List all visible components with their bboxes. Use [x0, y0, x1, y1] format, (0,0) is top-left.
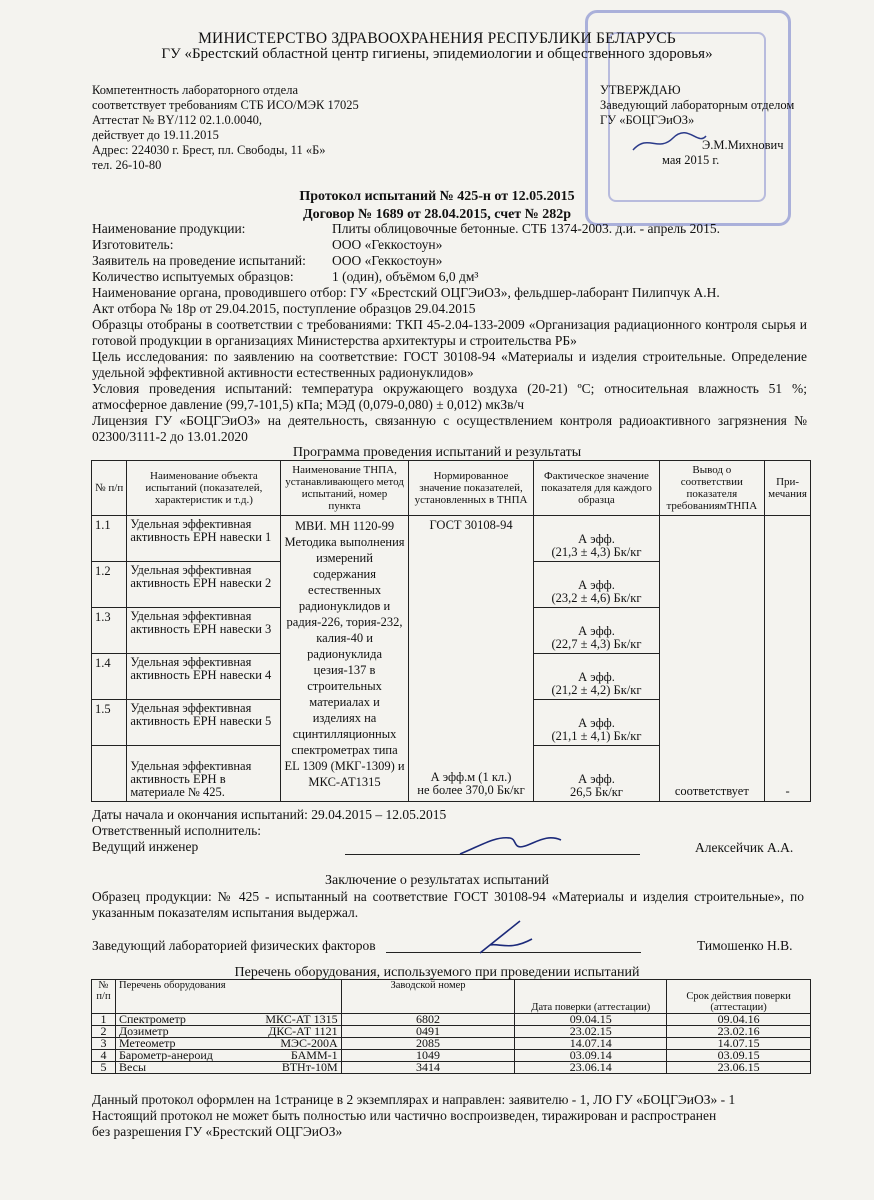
- actual-symbol: А эфф.: [578, 670, 615, 684]
- approval-signature: [628, 128, 708, 158]
- count-row: [92, 269, 479, 285]
- actual-symbol: А эфф.: [578, 578, 615, 592]
- table-row: [92, 1026, 811, 1038]
- responsible-label: Ответственный исполнитель:: [92, 823, 262, 838]
- approval-name: Э.М.Михнович: [702, 138, 784, 152]
- eq-name: Спектрометр: [118, 1012, 186, 1026]
- engineer-signature: [455, 826, 565, 860]
- eq-col-name: Перечень оборудования: [115, 980, 341, 1014]
- product-value: Плиты облицовочные бетонные. СТБ 1374-2003. д.и. - апрель 2015.: [332, 221, 720, 236]
- maker-label: Изготовитель:: [92, 237, 174, 252]
- sampler-row: Наименование органа, проводившего отбор: ГУ «Брестский ОЦГЭиОЗ», фельдшер-лаборант Пилипчук А.Н.: [92, 285, 720, 300]
- protocol-number: Протокол испытаний № 425-н от 12.05.2015: [299, 189, 575, 204]
- engineer-name: Алексейчик А.А.: [695, 840, 794, 855]
- norm-value: не более 370,0 Бк/кг: [417, 783, 525, 797]
- engineer-label: Ведущий инженер: [92, 839, 199, 854]
- approval-line: ГУ «БОЦГЭиОЗ»: [600, 113, 695, 127]
- norm-document: ГОСТ 30108-94: [429, 518, 513, 532]
- eq-serial: 2085: [341, 1038, 515, 1050]
- conclusion-title: Заключение о результатах испытаний: [325, 873, 549, 888]
- eq-model: МЭС-200А: [280, 1036, 338, 1050]
- actual-symbol: А эфф.: [578, 772, 615, 786]
- eq-name: Дозиметр: [118, 1024, 169, 1038]
- eq-name: Метеометр: [118, 1036, 176, 1050]
- test-dates: Даты начала и окончания испытаний: 29.04.2015 – 12.05.2015: [92, 807, 447, 822]
- table-row: [92, 1062, 811, 1074]
- norm-limit: [409, 771, 534, 797]
- row-num: 1.5: [92, 700, 127, 746]
- results-table-title: Программа проведения испытаний и результаты: [292, 445, 582, 460]
- eq-check: 03.09.14: [515, 1050, 667, 1062]
- eq-col-serial: Заводской номер: [341, 980, 515, 1014]
- eq-num: 2: [92, 1026, 116, 1038]
- row-num: [92, 746, 127, 802]
- eq-num: 3: [92, 1038, 116, 1050]
- applicant-value: ООО «Геккостоун»: [332, 253, 443, 268]
- eq-check: 23.06.14: [515, 1062, 667, 1074]
- row-object: Удельная эффективная активность ЕРН в материале № 425.: [127, 746, 281, 802]
- row-object: Удельная эффективная активность ЕРН навески 1: [127, 516, 281, 562]
- eq-num: 1: [92, 1014, 116, 1026]
- row-num: 1.4: [92, 654, 127, 700]
- lab-line: соответствует требованиям СТБ ИСО/МЭК 17025: [92, 98, 359, 112]
- eq-model: БАММ-1: [290, 1048, 338, 1062]
- conditions-paragraph: Условия проведения испытаний: температура окружающего воздуха (20-21) ºС; относительная влажность 51 %; атмосферное давление (99,7-101,5) кПа; МЭД (0,079-0,080) ± 0,012) мкЗв/ч: [92, 381, 807, 412]
- method-cell: МВИ. МН 1120-99 Методика выполнения измерений содержания естественных радионуклидов и радия-226, тория-232, калия-40 и радионуклида цезия-137 в строительных материалах и изделиях на сцинтилляционных спектрометрах типа EL 1309 (МКГ-1309) и МКС-АТ1315: [281, 516, 408, 802]
- count-value: 1 (один), объёмом 6,0 дм³: [332, 269, 479, 284]
- purpose-paragraph: Цель исследования: по заявлению на соответствие: ГОСТ 30108-94 «Материалы и изделия строительные. Определение удельной эффективной активности естественных радионуклидов»: [92, 349, 807, 380]
- eq-serial: 3414: [341, 1062, 515, 1074]
- col-method: Наименование ТНПА, устанавливающего метод испытаний, номер пункта: [281, 461, 408, 516]
- eq-check: 23.02.15: [515, 1026, 667, 1038]
- selection-paragraph: Образцы отобраны в соответствии с требованиями: ТКП 45-2.04-133-2009 «Организация радиационного контроля сырья и готовой продукции в организациях Министерства архитектуры и строительства РБ»: [92, 317, 807, 348]
- eq-col-num: № п/п: [92, 980, 116, 1014]
- actual-value: (23,2 ± 4,6) Бк/кг: [551, 591, 642, 605]
- product-row: [92, 221, 720, 237]
- results-header-row: [92, 461, 811, 516]
- col-num: № п/п: [92, 461, 127, 516]
- table-row: [92, 516, 811, 562]
- actual-symbol: А эфф.: [578, 624, 615, 638]
- row-object: Удельная эффективная активность ЕРН навески 2: [127, 562, 281, 608]
- approval-line: Заведующий лабораторным отделом: [600, 98, 795, 112]
- eq-serial: 0491: [341, 1026, 515, 1038]
- eq-valid: 14.07.15: [667, 1038, 811, 1050]
- table-row: [92, 1014, 811, 1026]
- actual-cell: [534, 562, 659, 608]
- eq-serial: 1049: [341, 1050, 515, 1062]
- actual-cell: [534, 700, 659, 746]
- approval-line: УТВЕРЖДАЮ: [600, 83, 681, 97]
- table-row: [92, 1050, 811, 1062]
- lab-accreditation-block: [92, 83, 422, 173]
- maker-row: [92, 237, 443, 253]
- eq-name-cell: [115, 1062, 341, 1074]
- conclusion-cell: соответствует: [659, 516, 765, 802]
- count-label: Количество испытуемых образцов:: [92, 269, 294, 284]
- actual-value: 26,5 Бк/кг: [570, 785, 623, 799]
- eq-col-check: Дата поверки (аттестации): [515, 980, 667, 1014]
- product-label: Наименование продукции:: [92, 221, 246, 236]
- ministry-header: МИНИСТЕРСТВО ЗДРАВООХРАНЕНИЯ РЕСПУБЛИКИ БЕЛАРУСЬ: [198, 30, 676, 47]
- eq-model: ВТНт-10М: [281, 1060, 338, 1074]
- norm-cell: [408, 516, 534, 802]
- head-lab-signature: [470, 915, 540, 959]
- lab-line: Адрес: 224030 г. Брест, пл. Свободы, 11 «Б»: [92, 143, 326, 157]
- lab-line: действует до 19.11.2015: [92, 128, 219, 142]
- protocol-title: [0, 188, 874, 224]
- col-norm: Нормированное значение показателей, установленных в ТНПА: [408, 461, 534, 516]
- col-object: Наименование объекта испытаний (показателей, характеристик и т.д.): [127, 461, 281, 516]
- actual-value: (21,2 ± 4,2) Бк/кг: [551, 683, 642, 697]
- eq-col-valid: Срок действия поверки (аттестации): [667, 980, 811, 1014]
- head-lab-name: Тимошенко Н.В.: [697, 938, 793, 953]
- eq-valid: 03.09.15: [667, 1050, 811, 1062]
- notes-cell: -: [765, 516, 811, 802]
- footer-line-2: Настоящий протокол не может быть полностью или частично воспроизведен, тиражирован и распространен: [92, 1108, 717, 1123]
- actual-cell: [534, 608, 659, 654]
- applicant-row: [92, 253, 443, 269]
- actual-symbol: А эфф.: [578, 532, 615, 546]
- eq-num: 4: [92, 1050, 116, 1062]
- col-actual: Фактическое значение показателя для каждого образца: [534, 461, 659, 516]
- actual-value: (21,3 ± 4,3) Бк/кг: [551, 545, 642, 559]
- eq-check: 09.04.15: [515, 1014, 667, 1026]
- center-header: ГУ «Брестский областной центр гигиены, эпидемиологии и общественного здоровья»: [161, 46, 713, 62]
- norm-symbol: А эфф.м (1 кл.): [430, 770, 512, 784]
- equipment-table: [91, 979, 811, 1074]
- row-num: 1.2: [92, 562, 127, 608]
- maker-value: ООО «Геккостоун»: [332, 237, 443, 252]
- lab-line: Аттестат № BY/112 02.1.0.0040,: [92, 113, 262, 127]
- conclusion-text: Образец продукции: № 425 - испытанный на соответствие ГОСТ 30108-94 «Материалы и изделия строительные», по указанным показателям испытания выдержал.: [92, 889, 804, 920]
- license-paragraph: Лицензия ГУ «БОЦГЭиОЗ» на деятельность, связанную с осуществлением контроля радиоактивного загрязнения № 02300/3111-2 до 13.01.2020: [92, 413, 807, 444]
- actual-cell: [534, 516, 659, 562]
- eq-valid: 23.02.16: [667, 1026, 811, 1038]
- actual-symbol: А эфф.: [578, 716, 615, 730]
- eq-name: Весы: [118, 1060, 147, 1074]
- actual-value: (22,7 ± 4,3) Бк/кг: [551, 637, 642, 651]
- row-object: Удельная эффективная активность ЕРН навески 3: [127, 608, 281, 654]
- eq-valid: 23.06.15: [667, 1062, 811, 1074]
- lab-line: тел. 26-10-80: [92, 158, 162, 172]
- row-num: 1.3: [92, 608, 127, 654]
- contract-number: Договор № 1689 от 28.04.2015, счет № 282р: [302, 207, 572, 222]
- actual-value: (21,1 ± 4,1) Бк/кг: [551, 729, 642, 743]
- eq-valid: 09.04.16: [667, 1014, 811, 1026]
- equipment-title: Перечень оборудования, используемого при проведении испытаний: [234, 965, 640, 980]
- equipment-header-row: [92, 980, 811, 1014]
- row-num: 1.1: [92, 516, 127, 562]
- actual-cell: [534, 654, 659, 700]
- act-row: Акт отбора № 18р от 29.04.2015, поступление образцов 29.04.2015: [92, 301, 476, 316]
- row-object: Удельная эффективная активность ЕРН навески 5: [127, 700, 281, 746]
- footer-line-1: Данный протокол оформлен на 1странице в 2 экземплярах и направлен: заявителю - 1, ЛО ГУ «БОЦГЭиОЗ» - 1: [92, 1092, 736, 1107]
- eq-model: ДКС-АТ 1121: [268, 1024, 338, 1038]
- head-lab-label: Заведующий лабораторией физических факторов: [92, 938, 376, 953]
- eq-name: Барометр-анероид: [118, 1048, 213, 1062]
- col-notes: При-мечания: [765, 461, 811, 516]
- actual-cell: [534, 746, 659, 802]
- eq-check: 14.07.14: [515, 1038, 667, 1050]
- footer-line-3: без разрешения ГУ «Брестский ОЦГЭиОЗ»: [92, 1124, 343, 1139]
- results-table: [91, 460, 811, 802]
- eq-serial: 6802: [341, 1014, 515, 1026]
- approval-date: мая 2015 г.: [662, 153, 720, 167]
- eq-num: 5: [92, 1062, 116, 1074]
- eq-model: МКС-АТ 1315: [265, 1012, 338, 1026]
- lab-line: Компетентность лабораторного отдела: [92, 83, 298, 97]
- row-object: Удельная эффективная активность ЕРН навески 4: [127, 654, 281, 700]
- applicant-label: Заявитель на проведение испытаний:: [92, 253, 306, 268]
- col-conclusion: Вывод о соответствии показателя требованиямТНПА: [659, 461, 765, 516]
